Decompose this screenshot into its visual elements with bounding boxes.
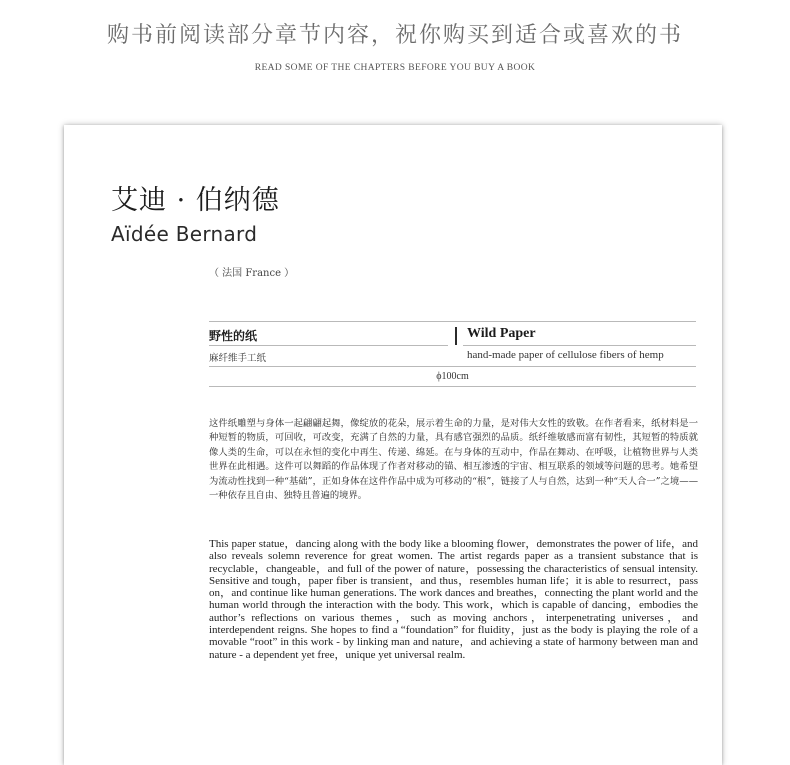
info-table-mid-rule-right [463,345,696,346]
description-zh: 这件纸雕塑与身体一起翩翩起舞，像绽放的花朵，展示着生命的力量，是对伟大女性的致敬。在作者看来，纸材料是一种短暂的物质，可回收，可改变，充满了自然的力量，具有感官强烈的品质。纸纤维敏感而富有韧性，其短暂的特质就像人类的生命，可以在永恒的变化中再生、传递、绵延。在与身体的互动中，作品在舞动、在呼吸，让植物世界与人类世界在此相遇。这件可以舞蹈的作品体现了作者对移动的锚、相互渗透的宇宙、相互联系的领域等问题的思考。她希望为流动性找到一种“基础”，正如身体在这件作品中成为可移动的“根”，链接了人与自然，达到一种“天人合一”之境——一种依存且自由、独特且普遍的境界。 [209,418,698,502]
artist-name-en: Aïdée Bernard [111,222,258,246]
description-en: This paper statue，dancing along with the body like a blooming flower，demonstrates the power of life，and also reveals solemn reverence for great women. The artist regards paper as a transient substance that is recyclable，changeable，and full of the power of nature，possessing the characteristics of sensual intensity. Sensitive and tough，paper fiber is transient，and thus，resembles human life；it is able to resurrect，pass on，and continue like human generations. The work dances and breathes，connecting the plant world and the human world through the interaction with the body. This work，which is capable of dancing，embodies the author’s reflections on various themes，such as moving anchors，interpenetrating universes，and interdependent reigns. She hopes to find a “foundation” for fluidity，just as the body is playing the role of a movable “root” in this work - by linking man and nature，and achieving a state of harmony between man and nature - a dependent yet free，unique yet universal realm. [209,538,698,661]
info-table-bottom-rule [209,386,696,387]
header-title-zh: 购书前阅读部分章节内容，祝你购买到适合或喜欢的书 [106,23,683,48]
artwork-title-zh: 野性的纸 [209,329,258,343]
info-table-mid-rule-left [209,345,448,346]
header-title-en: READ SOME OF THE CHAPTERS BEFORE YOU BUY A BOOK [254,63,536,73]
info-table-row-rule [209,366,696,367]
artwork-material-zh: 麻纤维手工纸 [209,353,267,364]
artwork-dimensions: ϕ100cm [436,371,469,382]
info-table-top-rule [209,321,696,322]
artwork-material-en: hand-made paper of cellulose fibers of hemp [467,349,664,361]
artwork-title-en: Wild Paper [467,326,536,341]
artist-name-zh: 艾迪 · 伯纳德 [111,185,280,216]
artist-country: （ 法国 France ） [209,268,295,279]
info-table-separator [455,327,457,345]
